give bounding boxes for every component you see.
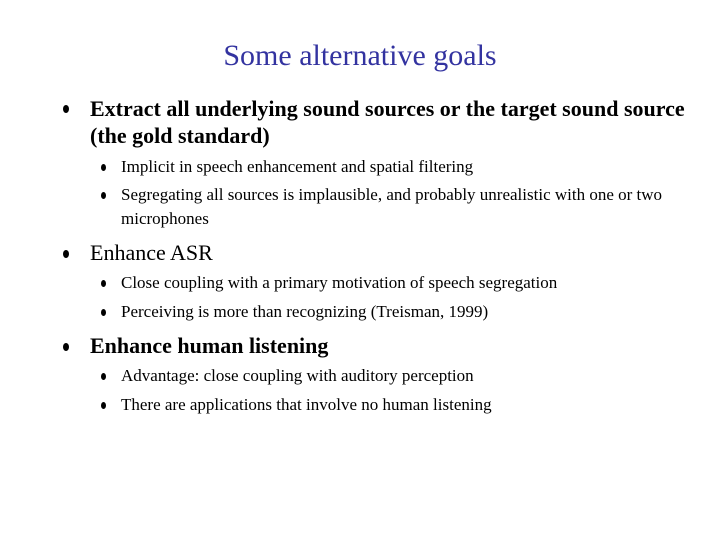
sub-bullet-dot-icon [101, 373, 106, 380]
sub-bullet-dot-icon [101, 280, 106, 287]
sub-bullet-dot-icon [101, 309, 106, 316]
bullet-3-text: Enhance human listening [90, 333, 329, 358]
bullet-2-sub-2: Perceiving is more than recognizing (Treisman, 1999) [121, 302, 489, 321]
bullet-1-text: Extract all underlying sound sources or the target sound source (the gold standard) [90, 96, 685, 148]
bullet-dot-icon [63, 250, 69, 258]
sub-bullet-dot-icon [101, 402, 106, 409]
sub-bullet-dot-icon [101, 192, 106, 199]
bullet-dot-icon [63, 105, 69, 113]
bullet-2-text: Enhance ASR [90, 240, 213, 265]
bullet-dot-icon [63, 343, 69, 351]
sub-bullet-dot-icon [101, 164, 106, 171]
bullet-3-sub-2: There are applications that involve no human listening [121, 395, 492, 414]
slide-title: Some alternative goals [223, 39, 497, 72]
bullet-3-sub-1: Advantage: close coupling with auditory perception [121, 366, 474, 385]
bullet-2-sub-1: Close coupling with a primary motivation of speech segregation [121, 273, 558, 292]
bullet-1-sub-1: Implicit in speech enhancement and spatial filtering [121, 157, 474, 176]
bullet-1-sub-2: Segregating all sources is implausible, and probably unrealistic with one or two microphones [121, 185, 663, 228]
